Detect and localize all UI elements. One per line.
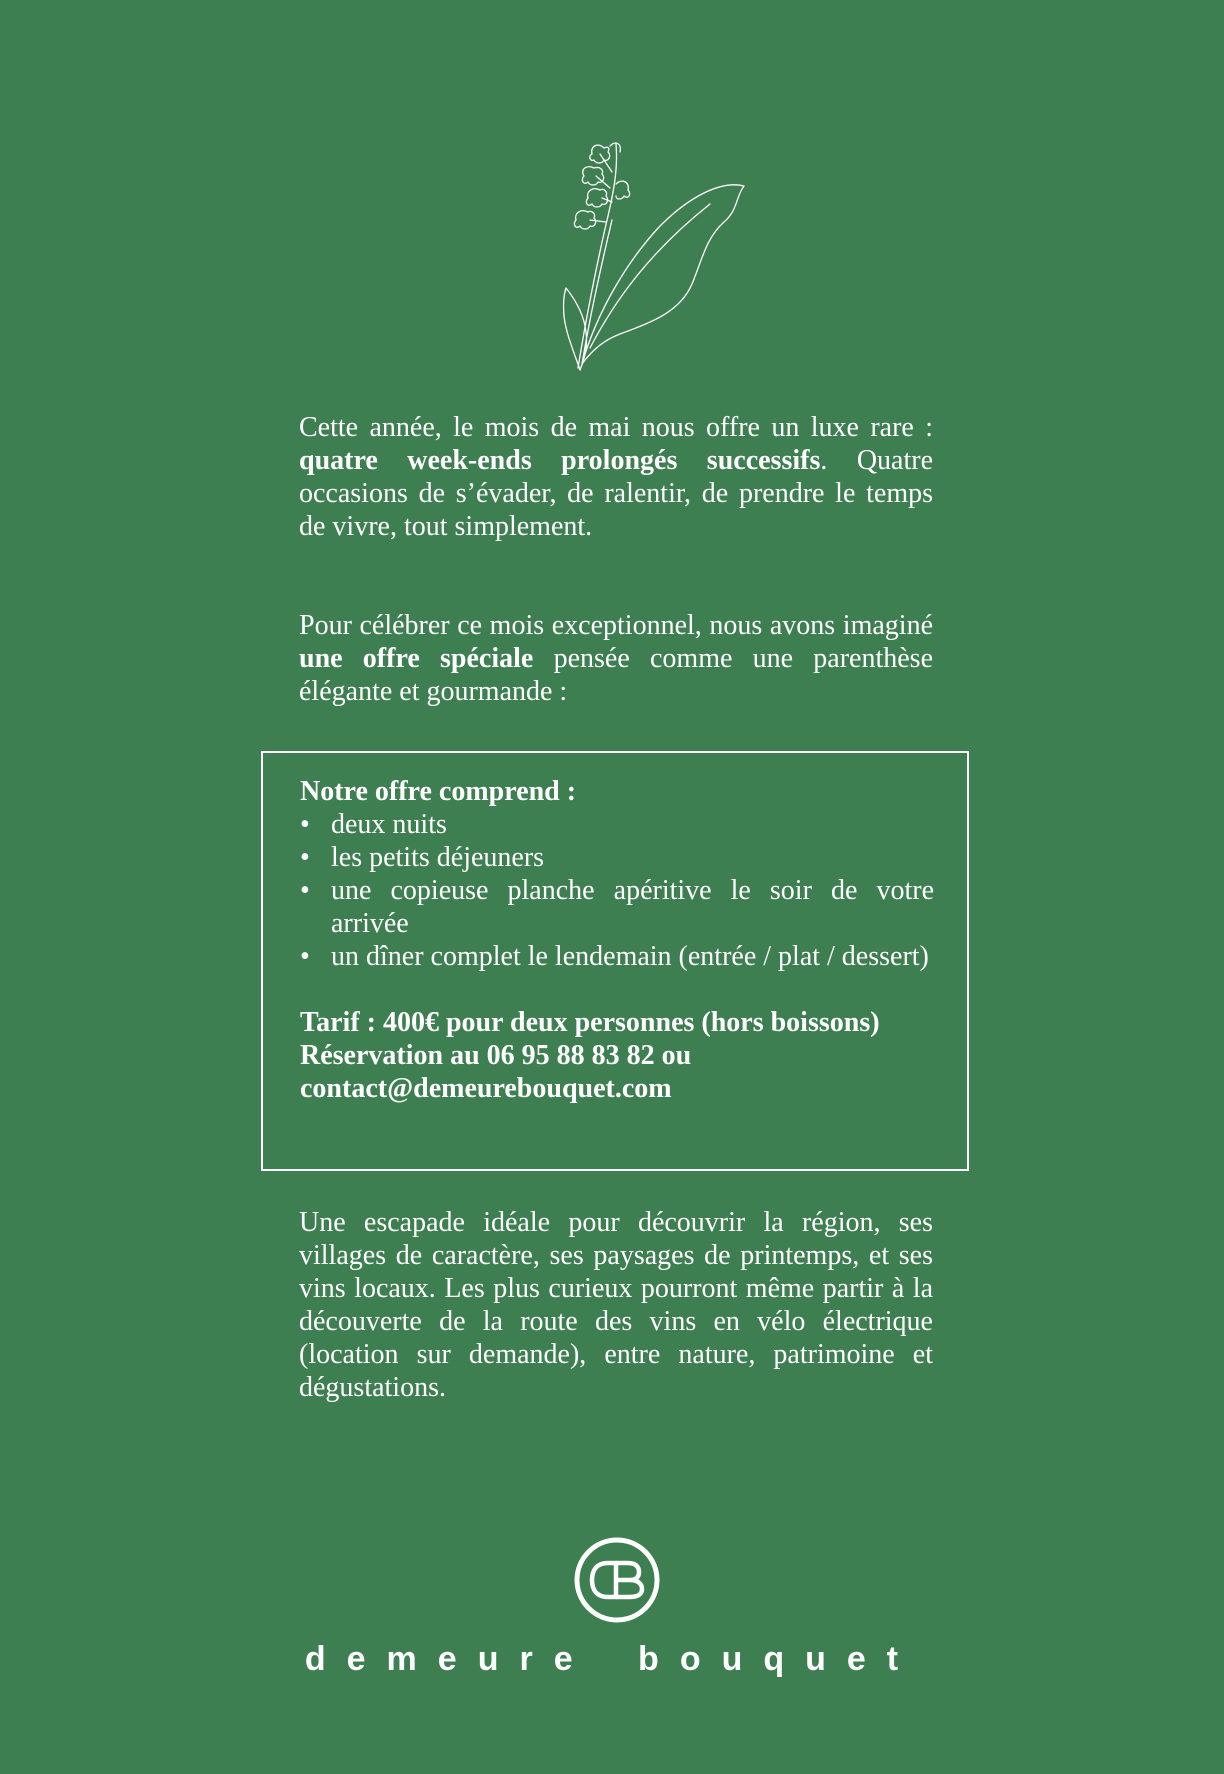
offer-price: Tarif : 400€ pour deux personnes (hors boissons): [300, 1007, 880, 1038]
intro-highlight: quatre week-ends prolongés successifs: [299, 445, 821, 476]
offer-details: [300, 1006, 934, 1105]
celebration-lead: Pour célébrer ce mois exceptionnel, nous avons imaginé: [299, 610, 933, 641]
outro-paragraph: Une escapade idéale pour découvrir la région, ses villages de caractère, ses paysages de printemps, et ses vins locaux. Les plus curieux pourront même partir à la découverte de la route des vins en vélo électrique (location sur demande), entre nature, patrimoine et dégustations.: [299, 1207, 933, 1403]
db-monogram-logo: [572, 1535, 662, 1625]
offer-title: Notre offre comprend :: [300, 776, 577, 807]
brand-name: demeure bouquet: [304, 1640, 920, 1678]
offer-list: [300, 808, 934, 973]
offer-reservation: Réservation au 06 95 88 83 82 ou: [300, 1040, 692, 1071]
offer-item: • deux nuits: [300, 808, 934, 841]
celebration-highlight: une offre spéciale: [299, 643, 534, 674]
offer-item: • les petits déjeuners: [300, 841, 934, 874]
lily-of-the-valley-illustration: [560, 138, 760, 378]
intro-paragraph: [299, 411, 933, 543]
offer-item: • une copieuse planche apéritive le soir de votre arrivée: [300, 874, 934, 940]
intro-tail: . Quatre occasions de s’évader, de ralentir, de prendre le temps de vivre, tout simplement.: [299, 445, 933, 542]
celebration-tail: pensée comme une parenthèse élégante et gourmande :: [299, 643, 933, 707]
offer-box: [261, 751, 969, 1171]
offer-item: • un dîner complet le lendemain (entrée / plat / dessert): [300, 940, 934, 973]
offer-email-link[interactable]: contact@demeurebouquet.com: [300, 1073, 672, 1104]
celebration-paragraph: [299, 609, 933, 708]
offer-content: [300, 775, 934, 1105]
intro-lead: Cette année, le mois de mai nous offre un luxe rare :: [299, 412, 933, 443]
